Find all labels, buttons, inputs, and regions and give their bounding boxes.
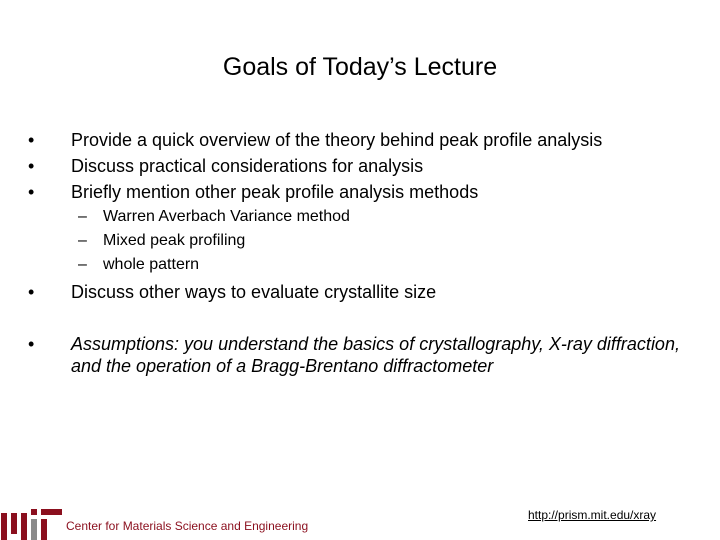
bullet-text: Discuss practical considerations for analysis	[71, 156, 424, 176]
bullet-text: Provide a quick overview of the theory behind peak profile analysis	[71, 130, 603, 150]
sub-bullet-marker: –	[78, 256, 87, 273]
assumptions-item	[0, 333, 720, 383]
bullet-marker: •	[28, 182, 35, 202]
sub-bullet-text: Warren Averbach Variance method	[103, 208, 350, 225]
bullet-marker: •	[28, 282, 35, 302]
bullet-text: Briefly mention other peak profile analysis methods	[71, 182, 479, 202]
mit-logo	[0, 505, 62, 540]
sub-bullet-marker: –	[78, 232, 87, 249]
bullet-marker: •	[28, 156, 35, 176]
assumptions-text: Assumptions: you understand the basics of crystallography, X-ray diffraction, and the operation of a Bragg-Brentano diffractometer	[71, 334, 680, 376]
footer-org: Center for Materials Science and Engineering	[66, 519, 309, 533]
bullet-text: Discuss other ways to evaluate crystallite size	[71, 282, 437, 302]
sub-bullet-text: Mixed peak profiling	[103, 232, 246, 249]
sub-bullet-text: whole pattern	[103, 256, 200, 273]
footer-link[interactable]: http://prism.mit.edu/xray	[528, 508, 657, 522]
bullet-marker: •	[28, 130, 35, 150]
sub-bullet-marker: –	[78, 208, 87, 225]
bullet-marker: •	[28, 334, 35, 354]
slide-title: Goals of Today’s Lecture	[222, 53, 498, 81]
